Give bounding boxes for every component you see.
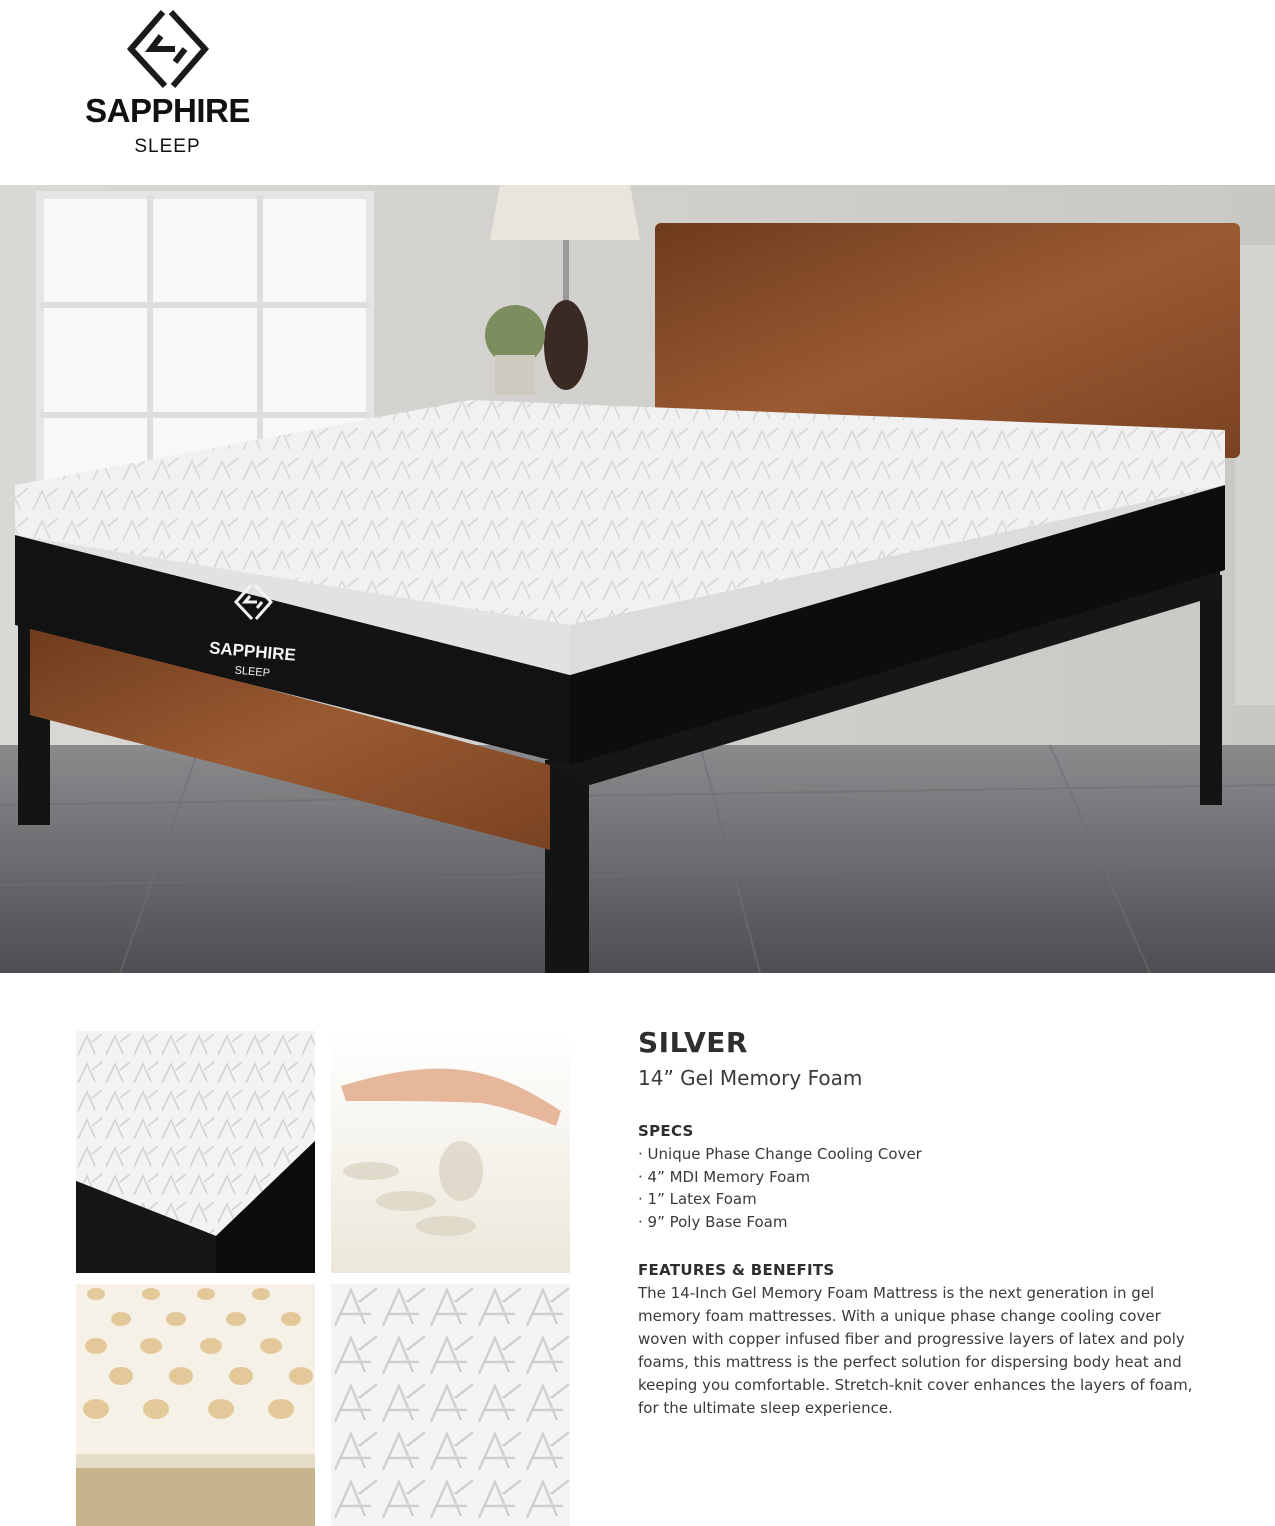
spec-item: · 9” Poly Base Foam — [638, 1212, 788, 1231]
spec-item: · 4” MDI Memory Foam — [638, 1167, 811, 1186]
mattress-brand-text: SAPPHIRE — [208, 638, 297, 665]
brand-name: SAPPHIRE — [85, 92, 250, 129]
product-info — [638, 1025, 1198, 1420]
knit-cover-texture-image — [331, 1284, 570, 1526]
product-subtitle: 14” Gel Memory Foam — [638, 1066, 863, 1090]
spec-item: · 1” Latex Foam — [638, 1190, 757, 1208]
spec-item: · Unique Phase Change Cooling Cover — [638, 1145, 922, 1163]
brand-tagline: SLEEP — [134, 136, 201, 157]
cover-corner-image — [76, 1031, 315, 1273]
hero-bed-image — [0, 185, 1275, 973]
brand-logo — [80, 6, 255, 156]
specs-list — [638, 1143, 1198, 1233]
product-name: SILVER — [638, 1026, 748, 1059]
sapphire-diamond-logo-icon — [125, 6, 211, 92]
memory-foam-hand-image — [331, 1031, 570, 1273]
specs-heading: SPECS — [638, 1122, 694, 1140]
features-body: The 14-Inch Gel Memory Foam Mattress is the next generation in gel memory foam mattresses. With a unique phase change cooling cover woven with copper infused fiber and progressive layers of latex and poly foams, this mattress is the perfect solution for dispersing body heat and keeping you comfortable. Stretch-knit cover enhances the layers of foam, for the ultimate sleep experience. — [638, 1284, 1193, 1417]
latex-foam-image — [76, 1284, 315, 1526]
mattress-tagline-text: SLEEP — [234, 664, 271, 680]
features-heading: FEATURES & BENEFITS — [638, 1261, 835, 1279]
